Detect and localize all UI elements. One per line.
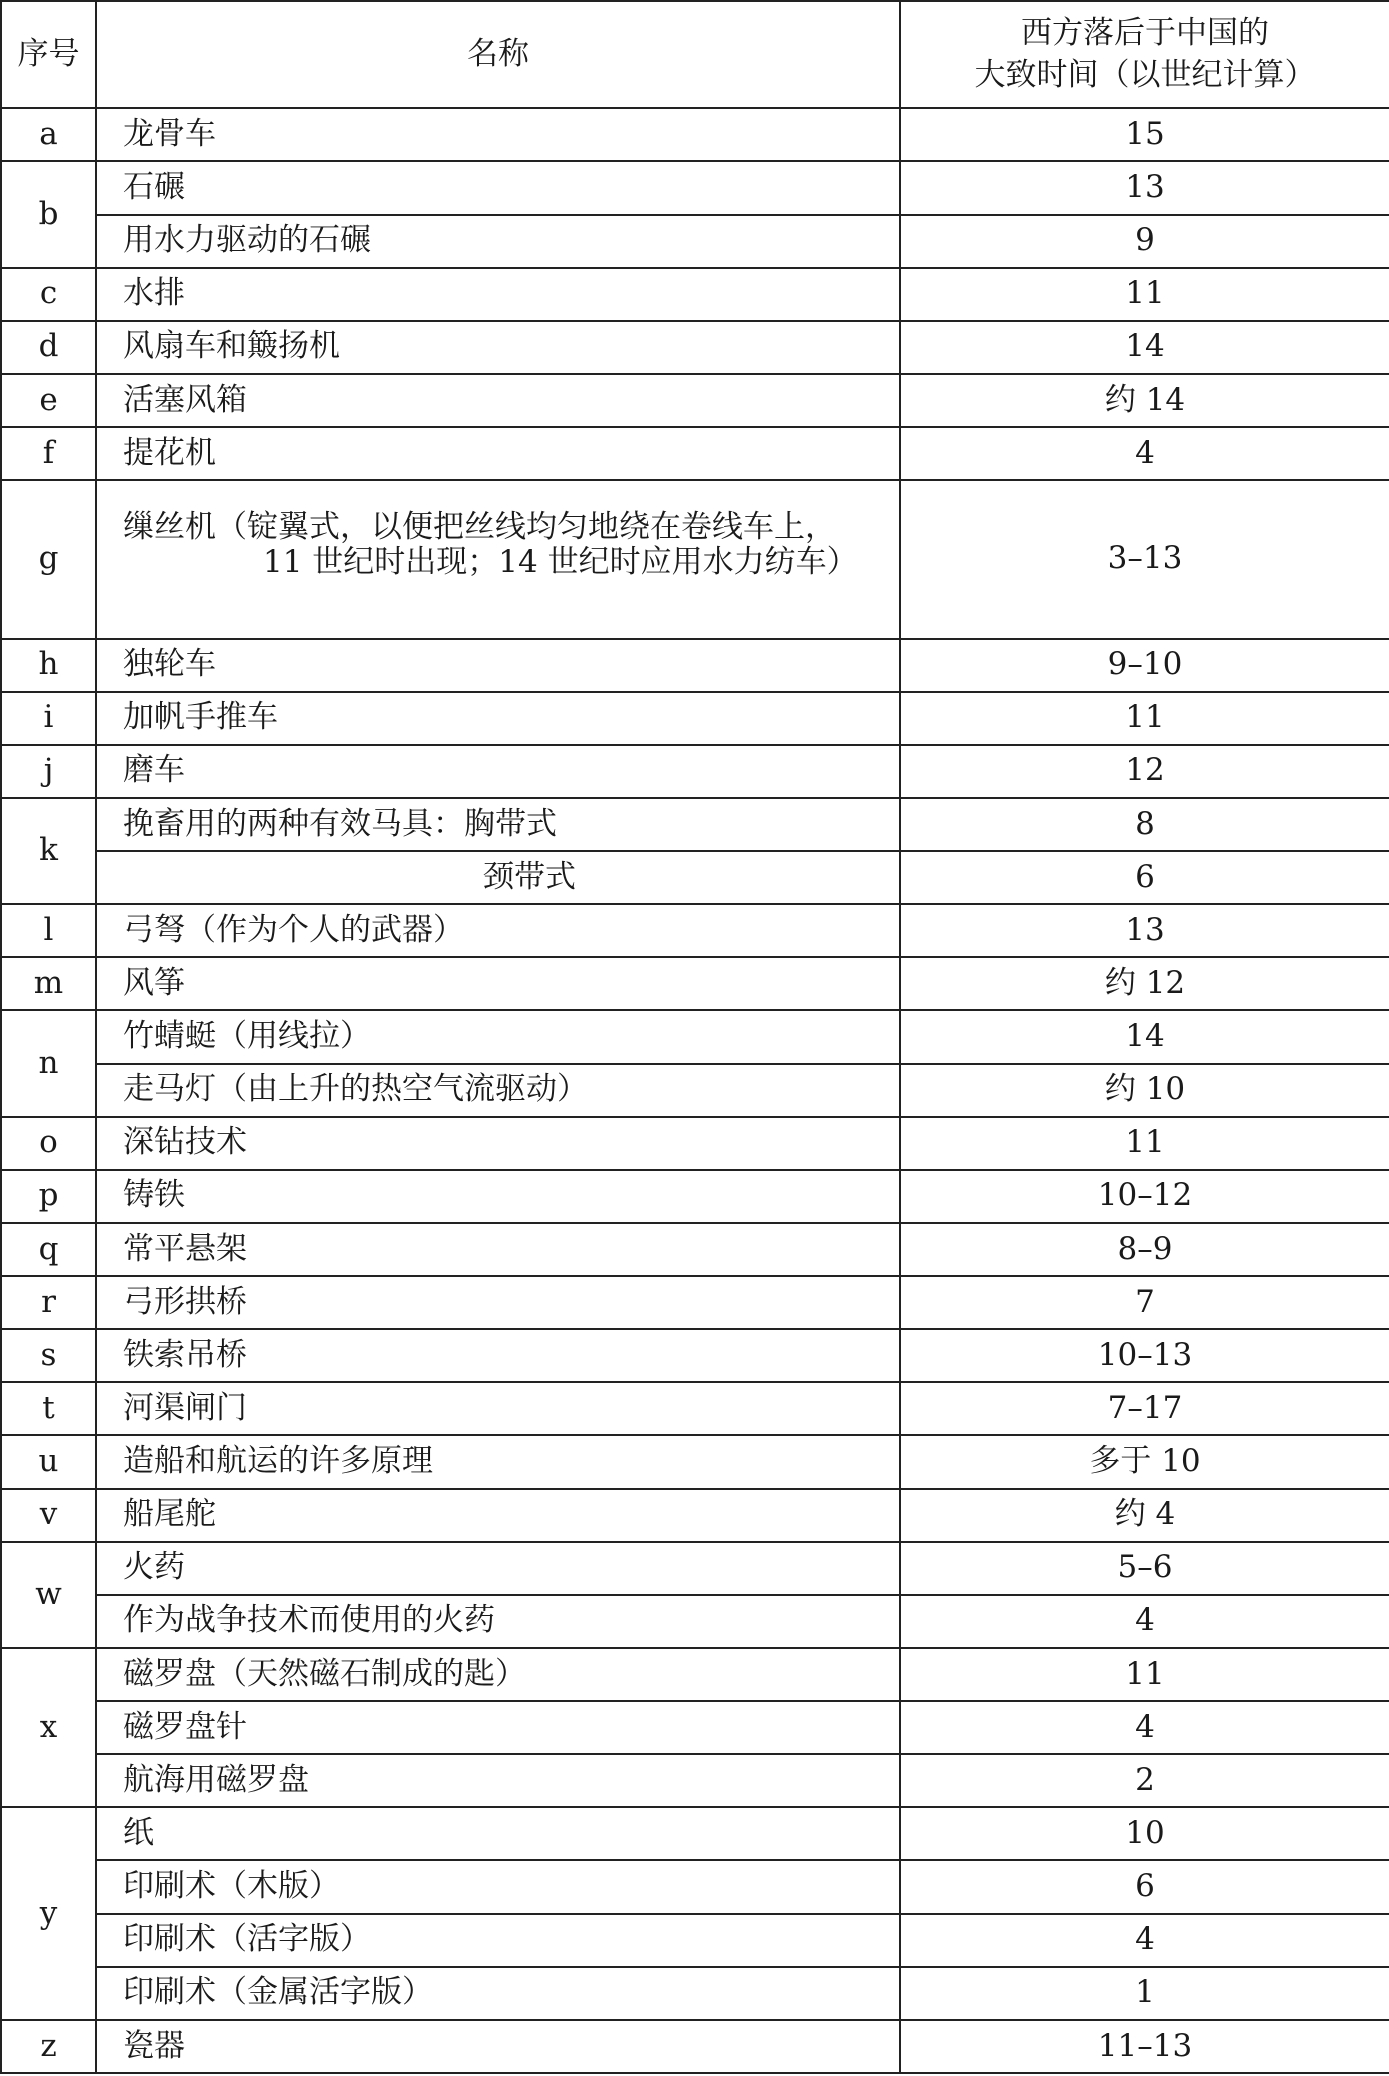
row-index: d	[1, 321, 96, 374]
row-name: 印刷术（木版）	[96, 1860, 900, 1913]
table-row	[1, 1489, 1389, 1542]
row-index: q	[1, 1223, 96, 1276]
row-name: 加帆手推车	[96, 692, 900, 745]
row-name: 风扇车和簸扬机	[96, 321, 900, 374]
row-name: 船尾舵	[96, 1489, 900, 1542]
header-index: 序号	[1, 1, 96, 108]
row-name: 铸铁	[96, 1170, 900, 1223]
row-time: 14	[900, 1010, 1389, 1063]
row-time: 6	[900, 1860, 1389, 1913]
table-row	[1, 798, 1389, 851]
row-name: 航海用磁罗盘	[96, 1754, 900, 1807]
table-row	[1, 161, 1389, 214]
table-row	[1, 1860, 1389, 1913]
row-index: u	[1, 1435, 96, 1488]
row-time: 7	[900, 1276, 1389, 1329]
row-time: 10–13	[900, 1329, 1389, 1382]
table-row	[1, 1329, 1389, 1382]
row-name: 独轮车	[96, 639, 900, 692]
table-row	[1, 957, 1389, 1010]
row-time: 12	[900, 745, 1389, 798]
row-index: a	[1, 108, 96, 161]
row-time: 10–12	[900, 1170, 1389, 1223]
table-row	[1, 480, 1389, 638]
row-time: 3–13	[900, 480, 1389, 638]
table-row	[1, 1542, 1389, 1595]
table-row	[1, 1595, 1389, 1648]
table-row	[1, 1754, 1389, 1807]
row-name: 瓷器	[96, 2020, 900, 2073]
row-index: e	[1, 374, 96, 427]
row-time: 8	[900, 798, 1389, 851]
row-name: 常平悬架	[96, 1223, 900, 1276]
row-name-text: 颈带式	[483, 858, 576, 895]
row-time: 11	[900, 268, 1389, 321]
table-row	[1, 427, 1389, 480]
row-time: 约 4	[900, 1489, 1389, 1542]
table-row	[1, 2020, 1389, 2073]
row-name-line2: 11 世纪时出现；14 世纪时应用水力纺车）	[263, 544, 858, 581]
row-name: 竹蜻蜓（用线拉）	[96, 1010, 900, 1063]
row-index: v	[1, 1489, 96, 1542]
row-name: 弓弩（作为个人的武器）	[96, 904, 900, 957]
row-time: 15	[900, 108, 1389, 161]
table-row	[1, 1010, 1389, 1063]
row-time: 9–10	[900, 639, 1389, 692]
row-time: 4	[900, 1595, 1389, 1648]
row-index: k	[1, 798, 96, 904]
row-time: 13	[900, 904, 1389, 957]
row-time: 8–9	[900, 1223, 1389, 1276]
row-name: 磨车	[96, 745, 900, 798]
row-index: i	[1, 692, 96, 745]
row-time: 11–13	[900, 2020, 1389, 2073]
row-time: 约 10	[900, 1064, 1389, 1117]
row-name: 河渠闸门	[96, 1382, 900, 1435]
row-time: 多于 10	[900, 1435, 1389, 1488]
row-time: 11	[900, 1117, 1389, 1170]
row-name-line1: 缫丝机（锭翼式，以便把丝线均匀地绕在卷线车上，	[123, 508, 836, 545]
row-name: 弓形拱桥	[96, 1276, 900, 1329]
table-row	[1, 1170, 1389, 1223]
row-name: 印刷术（金属活字版）	[96, 1967, 900, 2020]
row-time: 10	[900, 1807, 1389, 1860]
row-name: 火药	[96, 1542, 900, 1595]
row-index: t	[1, 1382, 96, 1435]
row-time: 7–17	[900, 1382, 1389, 1435]
row-index: j	[1, 745, 96, 798]
table-row	[1, 1967, 1389, 2020]
row-index: s	[1, 1329, 96, 1382]
row-name: 挽畜用的两种有效马具：胸带式	[96, 798, 900, 851]
row-name: 水排	[96, 268, 900, 321]
table-row	[1, 374, 1389, 427]
row-index: p	[1, 1170, 96, 1223]
row-name: 石碾	[96, 161, 900, 214]
table-row	[1, 321, 1389, 374]
row-index: y	[1, 1807, 96, 2020]
row-name: 磁罗盘（天然磁石制成的匙）	[96, 1648, 900, 1701]
row-time: 13	[900, 161, 1389, 214]
row-name: 铁索吊桥	[96, 1329, 900, 1382]
header-time-line2: 大致时间（以世纪计算）	[974, 56, 1316, 93]
table-row	[1, 1382, 1389, 1435]
table-row	[1, 1435, 1389, 1488]
row-name: 活塞风箱	[96, 374, 900, 427]
row-name: 造船和航运的许多原理	[96, 1435, 900, 1488]
row-index: b	[1, 161, 96, 267]
table-row	[1, 268, 1389, 321]
table-row	[1, 1064, 1389, 1117]
row-time: 约 14	[900, 374, 1389, 427]
row-time: 5–6	[900, 1542, 1389, 1595]
row-name: 用水力驱动的石碾	[96, 215, 900, 268]
row-index: r	[1, 1276, 96, 1329]
row-name: 印刷术（活字版）	[96, 1914, 900, 1967]
row-time: 约 12	[900, 957, 1389, 1010]
table-row	[1, 851, 1389, 904]
row-time: 11	[900, 1648, 1389, 1701]
header-row	[1, 1, 1389, 108]
header-time-line1: 西方落后于中国的	[1021, 14, 1269, 51]
row-name	[96, 480, 900, 638]
row-time: 2	[900, 1754, 1389, 1807]
table-row	[1, 1276, 1389, 1329]
row-index: h	[1, 639, 96, 692]
row-time: 1	[900, 1967, 1389, 2020]
table-row	[1, 1223, 1389, 1276]
row-time: 11	[900, 692, 1389, 745]
row-time: 6	[900, 851, 1389, 904]
row-index: g	[1, 480, 96, 638]
row-time: 9	[900, 215, 1389, 268]
table-row	[1, 692, 1389, 745]
row-name: 风筝	[96, 957, 900, 1010]
row-name: 磁罗盘针	[96, 1701, 900, 1754]
row-time: 4	[900, 427, 1389, 480]
row-name: 提花机	[96, 427, 900, 480]
header-name: 名称	[96, 1, 900, 108]
row-name	[96, 851, 900, 904]
row-name: 深钻技术	[96, 1117, 900, 1170]
table-row	[1, 215, 1389, 268]
header-time	[900, 1, 1389, 108]
row-name: 作为战争技术而使用的火药	[96, 1595, 900, 1648]
row-index: n	[1, 1010, 96, 1116]
table-row	[1, 1648, 1389, 1701]
row-time: 4	[900, 1701, 1389, 1754]
table-row	[1, 1701, 1389, 1754]
row-index: c	[1, 268, 96, 321]
row-index: l	[1, 904, 96, 957]
row-index: m	[1, 957, 96, 1010]
row-time: 4	[900, 1914, 1389, 1967]
row-index: x	[1, 1648, 96, 1807]
table-row	[1, 745, 1389, 798]
row-index: z	[1, 2020, 96, 2073]
row-name: 龙骨车	[96, 108, 900, 161]
table-row	[1, 639, 1389, 692]
row-index: f	[1, 427, 96, 480]
table-row	[1, 108, 1389, 161]
row-index: w	[1, 1542, 96, 1648]
table-row	[1, 904, 1389, 957]
table-row	[1, 1807, 1389, 1860]
row-time: 14	[900, 321, 1389, 374]
row-name: 走马灯（由上升的热空气流驱动）	[96, 1064, 900, 1117]
table-row	[1, 1914, 1389, 1967]
row-index: o	[1, 1117, 96, 1170]
table-row	[1, 1117, 1389, 1170]
row-name: 纸	[96, 1807, 900, 1860]
